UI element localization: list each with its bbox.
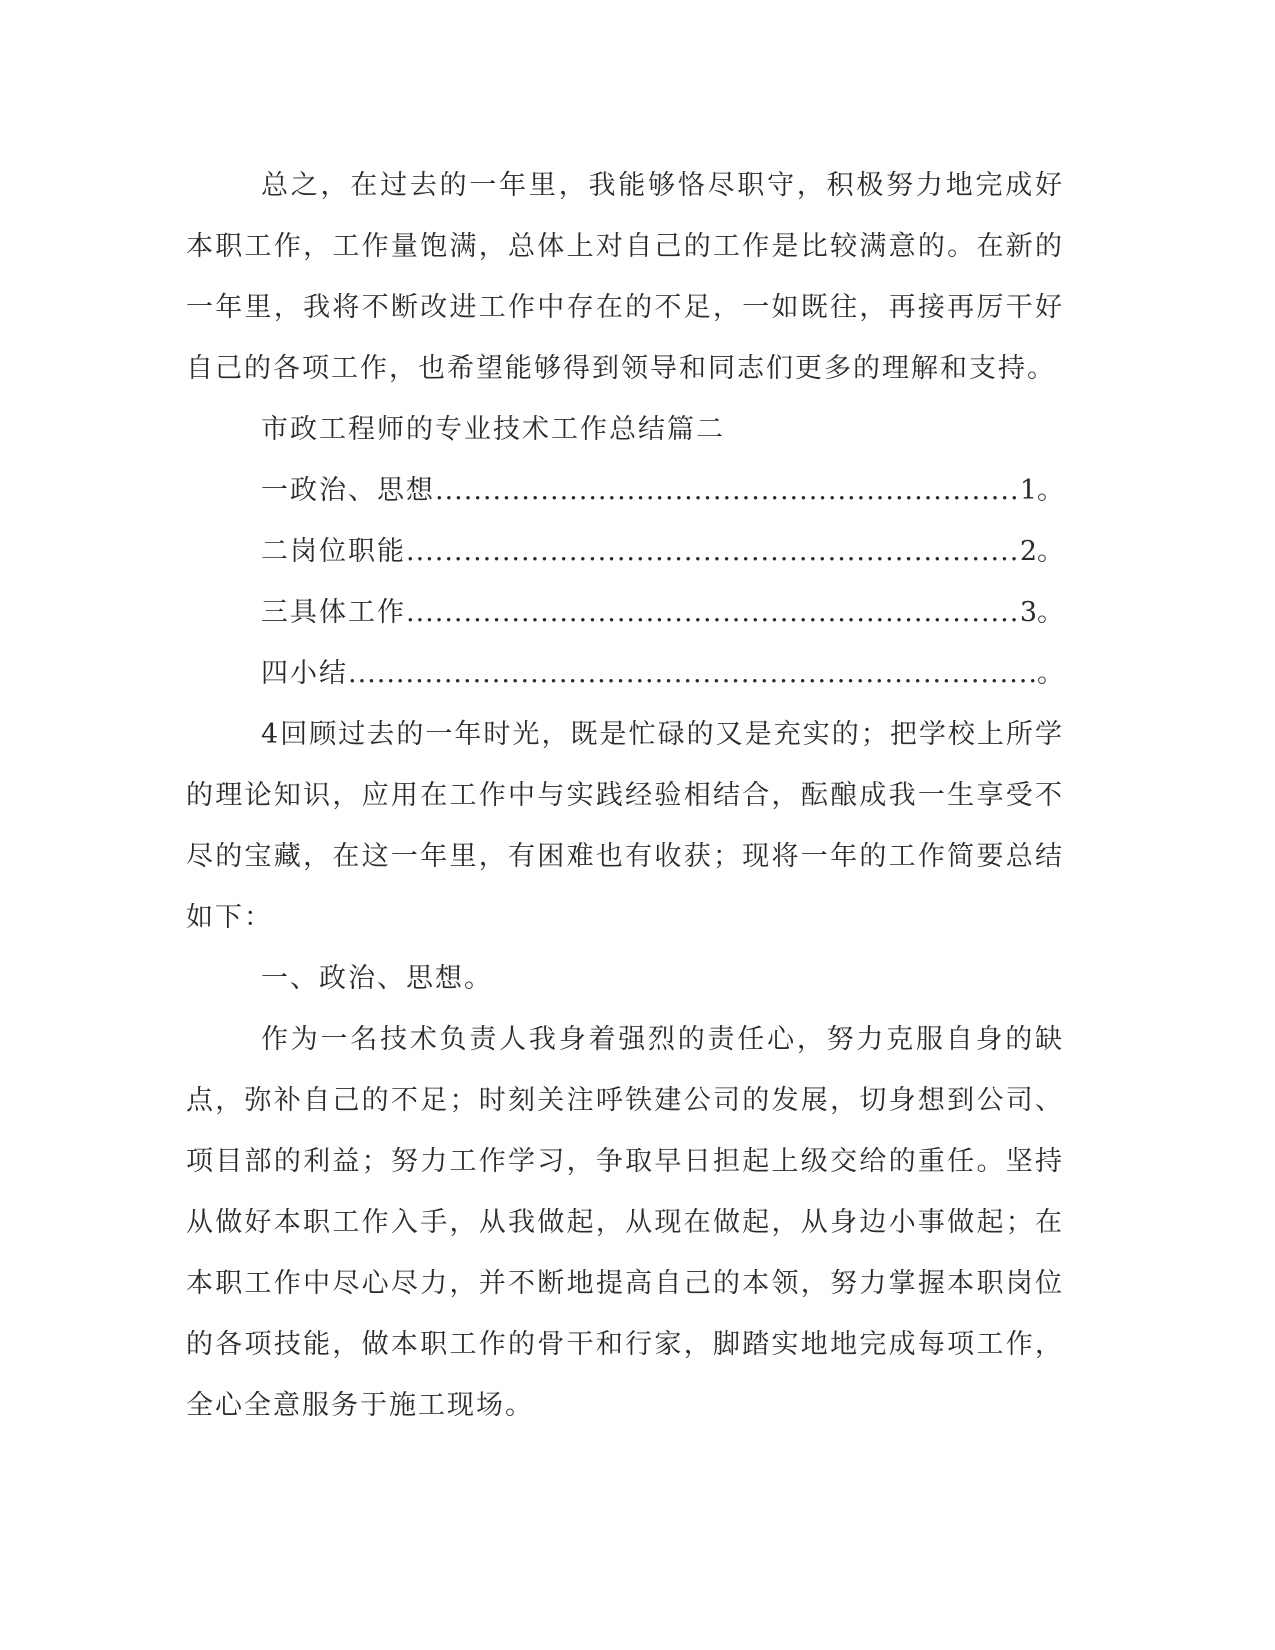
toc-item [261, 521, 1064, 582]
toc-item-page: 。 [1037, 658, 1064, 689]
toc-item [261, 582, 1064, 643]
toc-leader-dots [435, 460, 1020, 521]
politics-paragraph: 作为一名技术负责人我身着强烈的责任心，努力克服自身的缺点，弥补自己的不足；时刻关注呼铁建公司的发展，切身想到公司、项目部的利益；努力工作学习，争取早日担起上级交给的重任。坚持从做好本职工作入手，从我做起，从现在做起，从身边小事做起；在本职工作中尽心尽力，并不断地提高自己的本领，努力掌握本职岗位的各项技能，做本职工作的骨干和行家，脚踏实地地完成每项工作，全心全意服务于施工现场。 [186, 1024, 1064, 1421]
toc-item-label: 四小结 [261, 658, 348, 689]
toc-item [261, 643, 1064, 704]
closing-paragraph: 总之，在过去的一年里，我能够恪尽职守，积极努力地完成好本职工作，工作量饱满，总体上对自己的工作是比较满意的。在新的一年里，我将不断改进工作中存在的不足，一如既往，再接再厉干好自己的各项工作，也希望能够得到领导和同志们更多的理解和支持。 [186, 170, 1064, 384]
toc-item-page: 1。 [1019, 475, 1064, 506]
toc-item-label: 二岗位职能 [261, 536, 406, 567]
toc-leader-dots [406, 521, 1020, 582]
review-paragraph: 4回顾过去的一年时光，既是忙碌的又是充实的；把学校上所学的理论知识，应用在工作中与实践经验相结合，酝酿成我一生享受不尽的宝藏，在这一年里，有困难也有收获；现将一年的工作简要总结如下： [186, 719, 1064, 933]
toc-item-page: 2。 [1019, 536, 1064, 567]
table-of-contents [186, 460, 1064, 704]
toc-item-page: 3。 [1019, 597, 1064, 628]
toc-item-label: 三具体工作 [261, 597, 406, 628]
toc-leader-dots [348, 643, 1037, 704]
section-heading: 一、政治、思想。 [261, 963, 493, 994]
section-title: 市政工程师的专业技术工作总结篇二 [261, 414, 725, 445]
toc-leader-dots [406, 582, 1020, 643]
document-body [186, 155, 1064, 1436]
toc-item [261, 460, 1064, 521]
toc-item-label: 一政治、思想 [261, 475, 435, 506]
